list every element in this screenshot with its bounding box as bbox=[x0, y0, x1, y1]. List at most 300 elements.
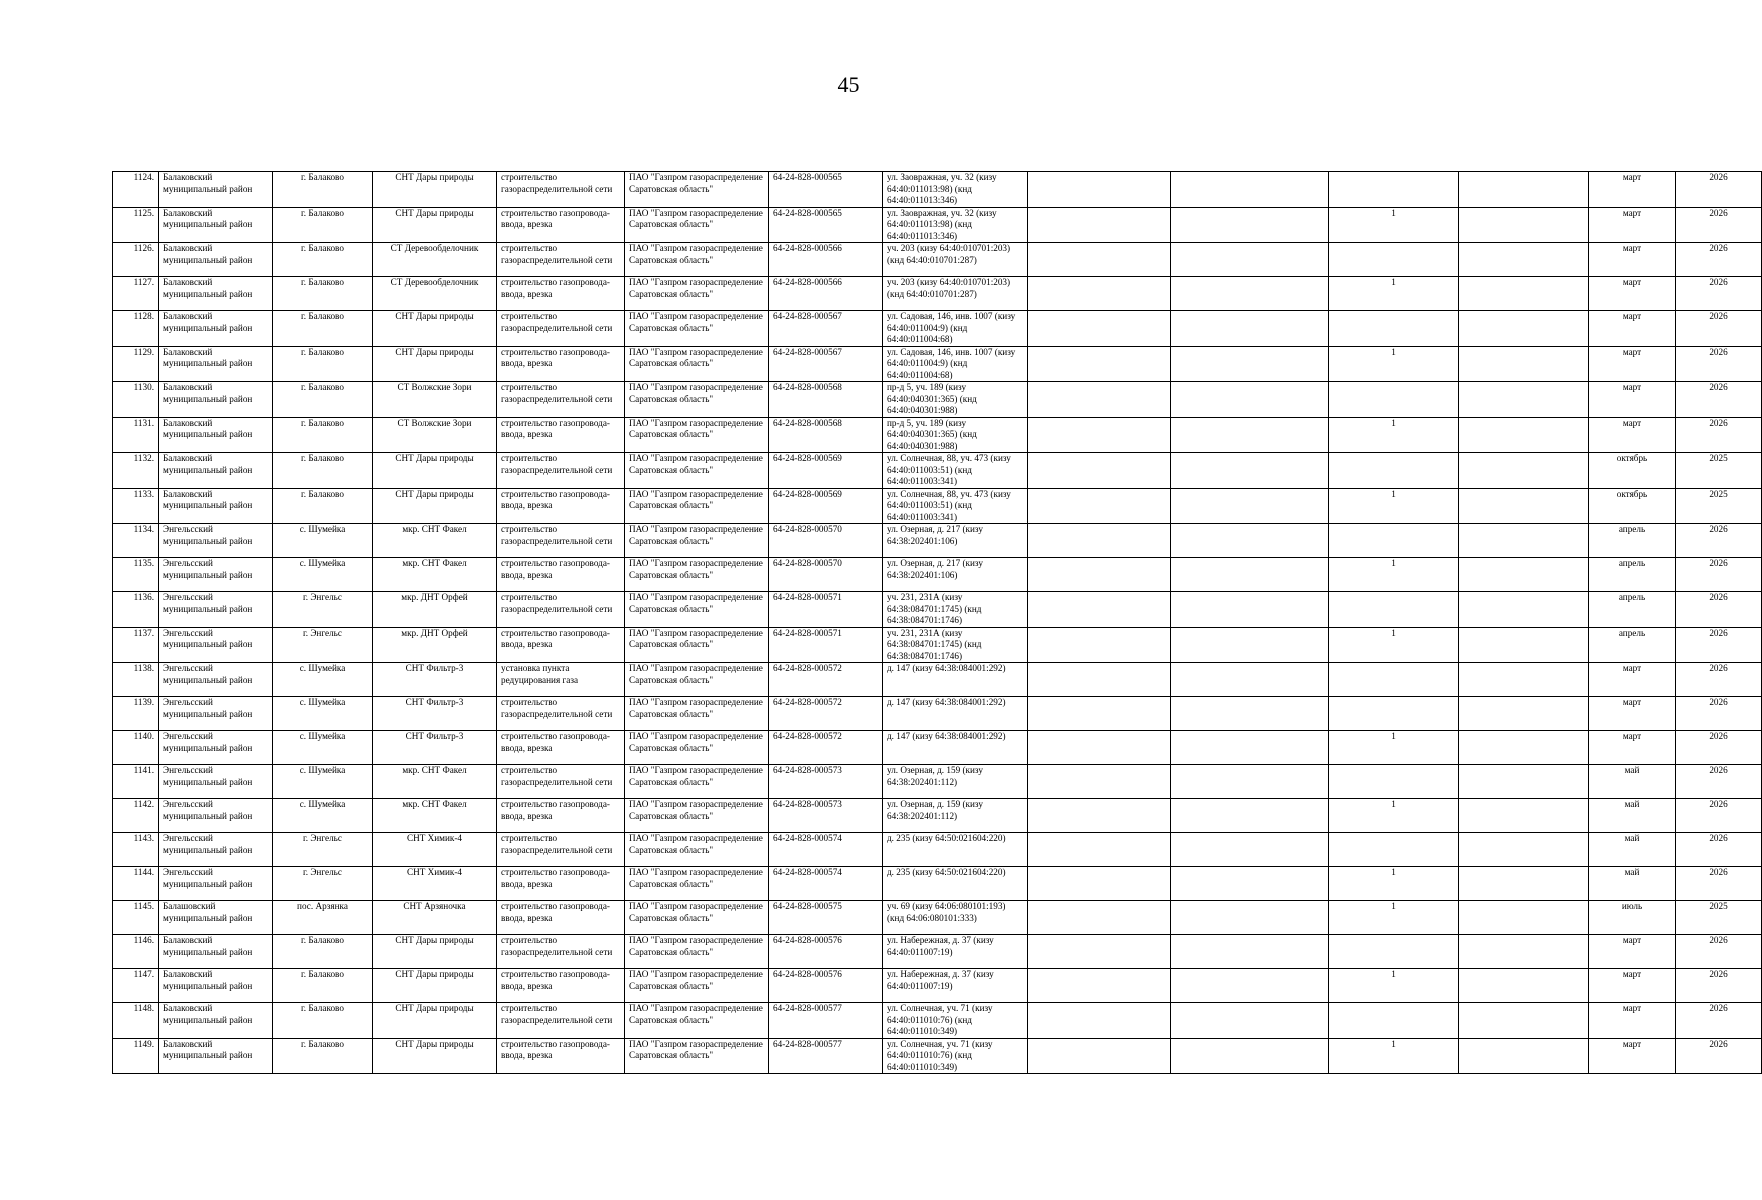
settlement-cell: г. Балаково bbox=[273, 207, 373, 243]
year-cell: 2026 bbox=[1676, 558, 1762, 592]
empty-cell bbox=[1171, 524, 1329, 558]
code-cell: 64-24-828-000570 bbox=[769, 558, 883, 592]
settlement-cell: г. Энгельс bbox=[273, 867, 373, 901]
address-cell: ул. Солнечная, 88, уч. 473 (кизу 64:40:011003:51) (кнд 64:40:011003:341) bbox=[883, 488, 1028, 524]
settlement-cell: г. Энгельс bbox=[273, 833, 373, 867]
empty-cell bbox=[1459, 867, 1589, 901]
table-row bbox=[113, 453, 1762, 489]
count-cell: 1 bbox=[1329, 346, 1459, 382]
year-cell: 2026 bbox=[1676, 346, 1762, 382]
month-cell: октябрь bbox=[1589, 488, 1676, 524]
district-cell: Энгельсский муниципальный район bbox=[159, 627, 273, 663]
code-cell: 64-24-828-000565 bbox=[769, 207, 883, 243]
address-cell: ул. Солнечная, уч. 71 (кизу 64:40:011010:76) (кнд 64:40:011010:349) bbox=[883, 1038, 1028, 1074]
empty-cell bbox=[1171, 627, 1329, 663]
table-row bbox=[113, 243, 1762, 277]
empty-cell bbox=[1459, 799, 1589, 833]
empty-cell bbox=[1171, 935, 1329, 969]
table-row bbox=[113, 935, 1762, 969]
organization-cell: ПАО "Газпром газораспределение Саратовская область" bbox=[625, 867, 769, 901]
empty-cell bbox=[1171, 663, 1329, 697]
district-cell: Балаковский муниципальный район bbox=[159, 1038, 273, 1074]
month-cell: март bbox=[1589, 697, 1676, 731]
empty-cell bbox=[1459, 901, 1589, 935]
snt-cell: СНТ Дары природы bbox=[373, 935, 497, 969]
row-number: 1136. bbox=[113, 592, 159, 628]
row-number: 1129. bbox=[113, 346, 159, 382]
work-type-cell: строительство газораспределительной сети bbox=[497, 592, 625, 628]
work-type-cell: строительство газораспределительной сети bbox=[497, 382, 625, 418]
empty-cell bbox=[1171, 243, 1329, 277]
empty-cell bbox=[1028, 558, 1171, 592]
code-cell: 64-24-828-000566 bbox=[769, 277, 883, 311]
table-row bbox=[113, 1003, 1762, 1039]
district-cell: Энгельсский муниципальный район bbox=[159, 697, 273, 731]
month-cell: май bbox=[1589, 867, 1676, 901]
work-type-cell: строительство газопровода-ввода, врезка bbox=[497, 558, 625, 592]
settlement-cell: г. Балаково bbox=[273, 172, 373, 208]
district-cell: Балаковский муниципальный район bbox=[159, 417, 273, 453]
table-row bbox=[113, 277, 1762, 311]
row-number: 1132. bbox=[113, 453, 159, 489]
address-cell: пр-д 5, уч. 189 (кизу 64:40:040301:365) (кнд 64:40:040301:988) bbox=[883, 417, 1028, 453]
row-number: 1135. bbox=[113, 558, 159, 592]
month-cell: март bbox=[1589, 311, 1676, 347]
snt-cell: мкр. ДНТ Орфей bbox=[373, 592, 497, 628]
count-cell bbox=[1329, 524, 1459, 558]
year-cell: 2026 bbox=[1676, 592, 1762, 628]
empty-cell bbox=[1459, 935, 1589, 969]
address-cell: уч. 203 (кизу 64:40:010701:203) (кнд 64:40:010701:287) bbox=[883, 243, 1028, 277]
empty-cell bbox=[1028, 524, 1171, 558]
work-type-cell: строительство газораспределительной сети bbox=[497, 243, 625, 277]
empty-cell bbox=[1171, 1038, 1329, 1074]
district-cell: Балаковский муниципальный район bbox=[159, 207, 273, 243]
code-cell: 64-24-828-000566 bbox=[769, 243, 883, 277]
settlement-cell: с. Шумейка bbox=[273, 663, 373, 697]
snt-cell: СТ Волжские Зори bbox=[373, 382, 497, 418]
year-cell: 2026 bbox=[1676, 172, 1762, 208]
code-cell: 64-24-828-000573 bbox=[769, 799, 883, 833]
address-cell: ул. Набережная, д. 37 (кизу 64:40:011007:19) bbox=[883, 935, 1028, 969]
organization-cell: ПАО "Газпром газораспределение Саратовская область" bbox=[625, 663, 769, 697]
count-cell bbox=[1329, 663, 1459, 697]
month-cell: октябрь bbox=[1589, 453, 1676, 489]
month-cell: март bbox=[1589, 731, 1676, 765]
empty-cell bbox=[1171, 1003, 1329, 1039]
count-cell bbox=[1329, 453, 1459, 489]
row-number: 1133. bbox=[113, 488, 159, 524]
empty-cell bbox=[1459, 172, 1589, 208]
count-cell: 1 bbox=[1329, 969, 1459, 1003]
organization-cell: ПАО "Газпром газораспределение Саратовская область" bbox=[625, 311, 769, 347]
work-type-cell: строительство газораспределительной сети bbox=[497, 311, 625, 347]
code-cell: 64-24-828-000569 bbox=[769, 453, 883, 489]
empty-cell bbox=[1171, 833, 1329, 867]
code-cell: 64-24-828-000572 bbox=[769, 697, 883, 731]
district-cell: Энгельсский муниципальный район bbox=[159, 867, 273, 901]
month-cell: апрель bbox=[1589, 524, 1676, 558]
code-cell: 64-24-828-000565 bbox=[769, 172, 883, 208]
snt-cell: СНТ Дары природы bbox=[373, 346, 497, 382]
code-cell: 64-24-828-000568 bbox=[769, 417, 883, 453]
table-row bbox=[113, 207, 1762, 243]
address-cell: ул. Садовая, 146, инв. 1007 (кизу 64:40:011004:9) (кнд 64:40:011004:68) bbox=[883, 311, 1028, 347]
snt-cell: мкр. СНТ Факел bbox=[373, 799, 497, 833]
address-cell: уч. 231, 231А (кизу 64:38:084701:1745) (кнд 64:38:084701:1746) bbox=[883, 627, 1028, 663]
snt-cell: СНТ Дары природы bbox=[373, 207, 497, 243]
row-number: 1124. bbox=[113, 172, 159, 208]
snt-cell: СНТ Дары природы bbox=[373, 1038, 497, 1074]
district-cell: Балашовский муниципальный район bbox=[159, 901, 273, 935]
organization-cell: ПАО "Газпром газораспределение Саратовская область" bbox=[625, 558, 769, 592]
settlement-cell: с. Шумейка bbox=[273, 731, 373, 765]
work-type-cell: строительство газопровода-ввода, врезка bbox=[497, 417, 625, 453]
empty-cell bbox=[1171, 488, 1329, 524]
organization-cell: ПАО "Газпром газораспределение Саратовская область" bbox=[625, 417, 769, 453]
snt-cell: СНТ Дары природы bbox=[373, 172, 497, 208]
row-number: 1148. bbox=[113, 1003, 159, 1039]
year-cell: 2026 bbox=[1676, 867, 1762, 901]
empty-cell bbox=[1459, 311, 1589, 347]
address-cell: ул. Озерная, д. 217 (кизу 64:38:202401:106) bbox=[883, 558, 1028, 592]
table-row bbox=[113, 311, 1762, 347]
row-number: 1125. bbox=[113, 207, 159, 243]
work-type-cell: строительство газораспределительной сети bbox=[497, 172, 625, 208]
year-cell: 2025 bbox=[1676, 453, 1762, 489]
row-number: 1139. bbox=[113, 697, 159, 731]
row-number: 1130. bbox=[113, 382, 159, 418]
year-cell: 2026 bbox=[1676, 382, 1762, 418]
table-row bbox=[113, 627, 1762, 663]
address-cell: д. 147 (кизу 64:38:084001:292) bbox=[883, 697, 1028, 731]
month-cell: март bbox=[1589, 1003, 1676, 1039]
empty-cell bbox=[1028, 243, 1171, 277]
work-type-cell: строительство газораспределительной сети bbox=[497, 765, 625, 799]
organization-cell: ПАО "Газпром газораспределение Саратовская область" bbox=[625, 1003, 769, 1039]
table-row bbox=[113, 382, 1762, 418]
empty-cell bbox=[1028, 453, 1171, 489]
table-row bbox=[113, 524, 1762, 558]
row-number: 1138. bbox=[113, 663, 159, 697]
count-cell: 1 bbox=[1329, 417, 1459, 453]
code-cell: 64-24-828-000576 bbox=[769, 969, 883, 1003]
count-cell: 1 bbox=[1329, 1038, 1459, 1074]
empty-cell bbox=[1028, 867, 1171, 901]
district-cell: Балаковский муниципальный район bbox=[159, 453, 273, 489]
count-cell bbox=[1329, 697, 1459, 731]
empty-cell bbox=[1171, 453, 1329, 489]
empty-cell bbox=[1459, 969, 1589, 1003]
month-cell: апрель bbox=[1589, 627, 1676, 663]
page-number: 45 bbox=[837, 72, 860, 97]
organization-cell: ПАО "Газпром газораспределение Саратовская область" bbox=[625, 382, 769, 418]
month-cell: май bbox=[1589, 833, 1676, 867]
count-cell bbox=[1329, 243, 1459, 277]
empty-cell bbox=[1028, 663, 1171, 697]
work-type-cell: строительство газопровода-ввода, врезка bbox=[497, 1038, 625, 1074]
empty-cell bbox=[1028, 172, 1171, 208]
address-cell: ул. Озерная, д. 159 (кизу 64:38:202401:112) bbox=[883, 799, 1028, 833]
snt-cell: СНТ Фильтр-3 bbox=[373, 697, 497, 731]
district-cell: Балаковский муниципальный район bbox=[159, 935, 273, 969]
empty-cell bbox=[1459, 558, 1589, 592]
snt-cell: СНТ Дары природы bbox=[373, 453, 497, 489]
empty-cell bbox=[1171, 346, 1329, 382]
row-number: 1146. bbox=[113, 935, 159, 969]
empty-cell bbox=[1459, 697, 1589, 731]
month-cell: май bbox=[1589, 765, 1676, 799]
year-cell: 2026 bbox=[1676, 277, 1762, 311]
settlement-cell: г. Балаково bbox=[273, 382, 373, 418]
settlement-cell: г. Энгельс bbox=[273, 627, 373, 663]
district-cell: Энгельсский муниципальный район bbox=[159, 765, 273, 799]
count-cell: 1 bbox=[1329, 799, 1459, 833]
organization-cell: ПАО "Газпром газораспределение Саратовская область" bbox=[625, 488, 769, 524]
empty-cell bbox=[1459, 592, 1589, 628]
address-cell: ул. Садовая, 146, инв. 1007 (кизу 64:40:011004:9) (кнд 64:40:011004:68) bbox=[883, 346, 1028, 382]
table-row bbox=[113, 558, 1762, 592]
empty-cell bbox=[1028, 488, 1171, 524]
address-cell: уч. 203 (кизу 64:40:010701:203) (кнд 64:40:010701:287) bbox=[883, 277, 1028, 311]
code-cell: 64-24-828-000577 bbox=[769, 1003, 883, 1039]
work-type-cell: строительство газопровода-ввода, врезка bbox=[497, 277, 625, 311]
year-cell: 2026 bbox=[1676, 935, 1762, 969]
district-cell: Балаковский муниципальный район bbox=[159, 172, 273, 208]
count-cell bbox=[1329, 833, 1459, 867]
empty-cell bbox=[1171, 558, 1329, 592]
address-cell: ул. Заовражная, уч. 32 (кизу 64:40:011013:98) (кнд 64:40:011013:346) bbox=[883, 172, 1028, 208]
year-cell: 2026 bbox=[1676, 799, 1762, 833]
table-row bbox=[113, 901, 1762, 935]
address-cell: пр-д 5, уч. 189 (кизу 64:40:040301:365) (кнд 64:40:040301:988) bbox=[883, 382, 1028, 418]
empty-cell bbox=[1459, 731, 1589, 765]
empty-cell bbox=[1171, 277, 1329, 311]
count-cell: 1 bbox=[1329, 277, 1459, 311]
snt-cell: СНТ Дары природы bbox=[373, 969, 497, 1003]
snt-cell: СНТ Арзяночка bbox=[373, 901, 497, 935]
empty-cell bbox=[1028, 799, 1171, 833]
work-type-cell: строительство газопровода-ввода, врезка bbox=[497, 867, 625, 901]
count-cell bbox=[1329, 935, 1459, 969]
table-row bbox=[113, 346, 1762, 382]
work-type-cell: строительство газораспределительной сети bbox=[497, 935, 625, 969]
count-cell bbox=[1329, 172, 1459, 208]
month-cell: март bbox=[1589, 382, 1676, 418]
code-cell: 64-24-828-000571 bbox=[769, 627, 883, 663]
count-cell bbox=[1329, 1003, 1459, 1039]
snt-cell: СНТ Химик-4 bbox=[373, 833, 497, 867]
snt-cell: СНТ Дары природы bbox=[373, 1003, 497, 1039]
settlement-cell: с. Шумейка bbox=[273, 799, 373, 833]
year-cell: 2026 bbox=[1676, 627, 1762, 663]
table-row bbox=[113, 1038, 1762, 1074]
code-cell: 64-24-828-000577 bbox=[769, 1038, 883, 1074]
district-cell: Энгельсский муниципальный район bbox=[159, 558, 273, 592]
count-cell: 1 bbox=[1329, 627, 1459, 663]
row-number: 1147. bbox=[113, 969, 159, 1003]
empty-cell bbox=[1028, 935, 1171, 969]
table-body bbox=[113, 172, 1762, 1074]
work-type-cell: строительство газопровода-ввода, врезка bbox=[497, 799, 625, 833]
year-cell: 2026 bbox=[1676, 833, 1762, 867]
snt-cell: СТ Деревообделочник bbox=[373, 277, 497, 311]
settlement-cell: г. Балаково bbox=[273, 1003, 373, 1039]
row-number: 1149. bbox=[113, 1038, 159, 1074]
empty-cell bbox=[1171, 867, 1329, 901]
month-cell: март bbox=[1589, 969, 1676, 1003]
code-cell: 64-24-828-000573 bbox=[769, 765, 883, 799]
address-cell: д. 147 (кизу 64:38:084001:292) bbox=[883, 663, 1028, 697]
table-row bbox=[113, 488, 1762, 524]
organization-cell: ПАО "Газпром газораспределение Саратовская область" bbox=[625, 901, 769, 935]
snt-cell: СНТ Фильтр-3 bbox=[373, 663, 497, 697]
empty-cell bbox=[1028, 207, 1171, 243]
table-row bbox=[113, 799, 1762, 833]
month-cell: март bbox=[1589, 346, 1676, 382]
count-cell: 1 bbox=[1329, 207, 1459, 243]
year-cell: 2026 bbox=[1676, 524, 1762, 558]
settlement-cell: с. Шумейка bbox=[273, 558, 373, 592]
empty-cell bbox=[1028, 1038, 1171, 1074]
code-cell: 64-24-828-000569 bbox=[769, 488, 883, 524]
empty-cell bbox=[1171, 311, 1329, 347]
snt-cell: СНТ Химик-4 bbox=[373, 867, 497, 901]
settlement-cell: г. Балаково bbox=[273, 277, 373, 311]
empty-cell bbox=[1028, 382, 1171, 418]
row-number: 1144. bbox=[113, 867, 159, 901]
table-row bbox=[113, 969, 1762, 1003]
year-cell: 2026 bbox=[1676, 765, 1762, 799]
row-number: 1127. bbox=[113, 277, 159, 311]
empty-cell bbox=[1459, 1003, 1589, 1039]
count-cell bbox=[1329, 382, 1459, 418]
code-cell: 64-24-828-000570 bbox=[769, 524, 883, 558]
settlement-cell: г. Энгельс bbox=[273, 592, 373, 628]
empty-cell bbox=[1028, 731, 1171, 765]
settlement-cell: г. Балаково bbox=[273, 969, 373, 1003]
year-cell: 2026 bbox=[1676, 663, 1762, 697]
empty-cell bbox=[1459, 453, 1589, 489]
row-number: 1126. bbox=[113, 243, 159, 277]
empty-cell bbox=[1459, 627, 1589, 663]
row-number: 1137. bbox=[113, 627, 159, 663]
count-cell: 1 bbox=[1329, 901, 1459, 935]
settlement-cell: г. Балаково bbox=[273, 488, 373, 524]
year-cell: 2026 bbox=[1676, 1003, 1762, 1039]
district-cell: Балаковский муниципальный район bbox=[159, 311, 273, 347]
month-cell: апрель bbox=[1589, 558, 1676, 592]
organization-cell: ПАО "Газпром газораспределение Саратовская область" bbox=[625, 592, 769, 628]
row-number: 1134. bbox=[113, 524, 159, 558]
snt-cell: мкр. СНТ Факел bbox=[373, 558, 497, 592]
year-cell: 2026 bbox=[1676, 697, 1762, 731]
count-cell: 1 bbox=[1329, 731, 1459, 765]
snt-cell: СНТ Фильтр-3 bbox=[373, 731, 497, 765]
month-cell: март bbox=[1589, 277, 1676, 311]
organization-cell: ПАО "Газпром газораспределение Саратовская область" bbox=[625, 627, 769, 663]
empty-cell bbox=[1459, 243, 1589, 277]
work-type-cell: строительство газораспределительной сети bbox=[497, 1003, 625, 1039]
row-number: 1131. bbox=[113, 417, 159, 453]
settlement-cell: с. Шумейка bbox=[273, 524, 373, 558]
organization-cell: ПАО "Газпром газораспределение Саратовская область" bbox=[625, 833, 769, 867]
code-cell: 64-24-828-000567 bbox=[769, 311, 883, 347]
code-cell: 64-24-828-000574 bbox=[769, 833, 883, 867]
count-cell: 1 bbox=[1329, 867, 1459, 901]
empty-cell bbox=[1028, 969, 1171, 1003]
snt-cell: СТ Волжские Зори bbox=[373, 417, 497, 453]
month-cell: март bbox=[1589, 663, 1676, 697]
organization-cell: ПАО "Газпром газораспределение Саратовская область" bbox=[625, 765, 769, 799]
empty-cell bbox=[1171, 697, 1329, 731]
organization-cell: ПАО "Газпром газораспределение Саратовская область" bbox=[625, 243, 769, 277]
table-row bbox=[113, 417, 1762, 453]
month-cell: март bbox=[1589, 1038, 1676, 1074]
table-row bbox=[113, 172, 1762, 208]
empty-cell bbox=[1459, 833, 1589, 867]
year-cell: 2025 bbox=[1676, 901, 1762, 935]
empty-cell bbox=[1171, 765, 1329, 799]
district-cell: Балаковский муниципальный район bbox=[159, 1003, 273, 1039]
empty-cell bbox=[1171, 901, 1329, 935]
year-cell: 2026 bbox=[1676, 311, 1762, 347]
settlement-cell: г. Балаково bbox=[273, 417, 373, 453]
empty-cell bbox=[1459, 277, 1589, 311]
empty-cell bbox=[1028, 765, 1171, 799]
district-cell: Энгельсский муниципальный район bbox=[159, 799, 273, 833]
work-type-cell: строительство газораспределительной сети bbox=[497, 697, 625, 731]
table-row bbox=[113, 731, 1762, 765]
district-cell: Энгельсский муниципальный район bbox=[159, 524, 273, 558]
month-cell: апрель bbox=[1589, 592, 1676, 628]
year-cell: 2026 bbox=[1676, 969, 1762, 1003]
work-type-cell: строительство газопровода-ввода, врезка bbox=[497, 731, 625, 765]
empty-cell bbox=[1459, 382, 1589, 418]
empty-cell bbox=[1028, 592, 1171, 628]
work-type-cell: строительство газопровода-ввода, врезка bbox=[497, 488, 625, 524]
month-cell: март bbox=[1589, 172, 1676, 208]
district-cell: Балаковский муниципальный район bbox=[159, 277, 273, 311]
code-cell: 64-24-828-000572 bbox=[769, 731, 883, 765]
settlement-cell: г. Балаково bbox=[273, 243, 373, 277]
row-number: 1140. bbox=[113, 731, 159, 765]
address-cell: ул. Заовражная, уч. 32 (кизу 64:40:011013:98) (кнд 64:40:011013:346) bbox=[883, 207, 1028, 243]
month-cell: март bbox=[1589, 417, 1676, 453]
settlement-cell: с. Шумейка bbox=[273, 697, 373, 731]
empty-cell bbox=[1459, 524, 1589, 558]
empty-cell bbox=[1171, 382, 1329, 418]
table-row bbox=[113, 663, 1762, 697]
table-row bbox=[113, 697, 1762, 731]
settlement-cell: г. Балаково bbox=[273, 311, 373, 347]
organization-cell: ПАО "Газпром газораспределение Саратовская область" bbox=[625, 346, 769, 382]
empty-cell bbox=[1171, 969, 1329, 1003]
count-cell: 1 bbox=[1329, 558, 1459, 592]
snt-cell: СТ Деревообделочник bbox=[373, 243, 497, 277]
count-cell bbox=[1329, 592, 1459, 628]
empty-cell bbox=[1171, 172, 1329, 208]
work-type-cell: строительство газораспределительной сети bbox=[497, 833, 625, 867]
address-cell: ул. Набережная, д. 37 (кизу 64:40:011007:19) bbox=[883, 969, 1028, 1003]
work-type-cell: строительство газопровода-ввода, врезка bbox=[497, 627, 625, 663]
row-number: 1145. bbox=[113, 901, 159, 935]
empty-cell bbox=[1171, 417, 1329, 453]
month-cell: март bbox=[1589, 243, 1676, 277]
row-number: 1142. bbox=[113, 799, 159, 833]
settlement-cell: с. Шумейка bbox=[273, 765, 373, 799]
organization-cell: ПАО "Газпром газораспределение Саратовская область" bbox=[625, 969, 769, 1003]
